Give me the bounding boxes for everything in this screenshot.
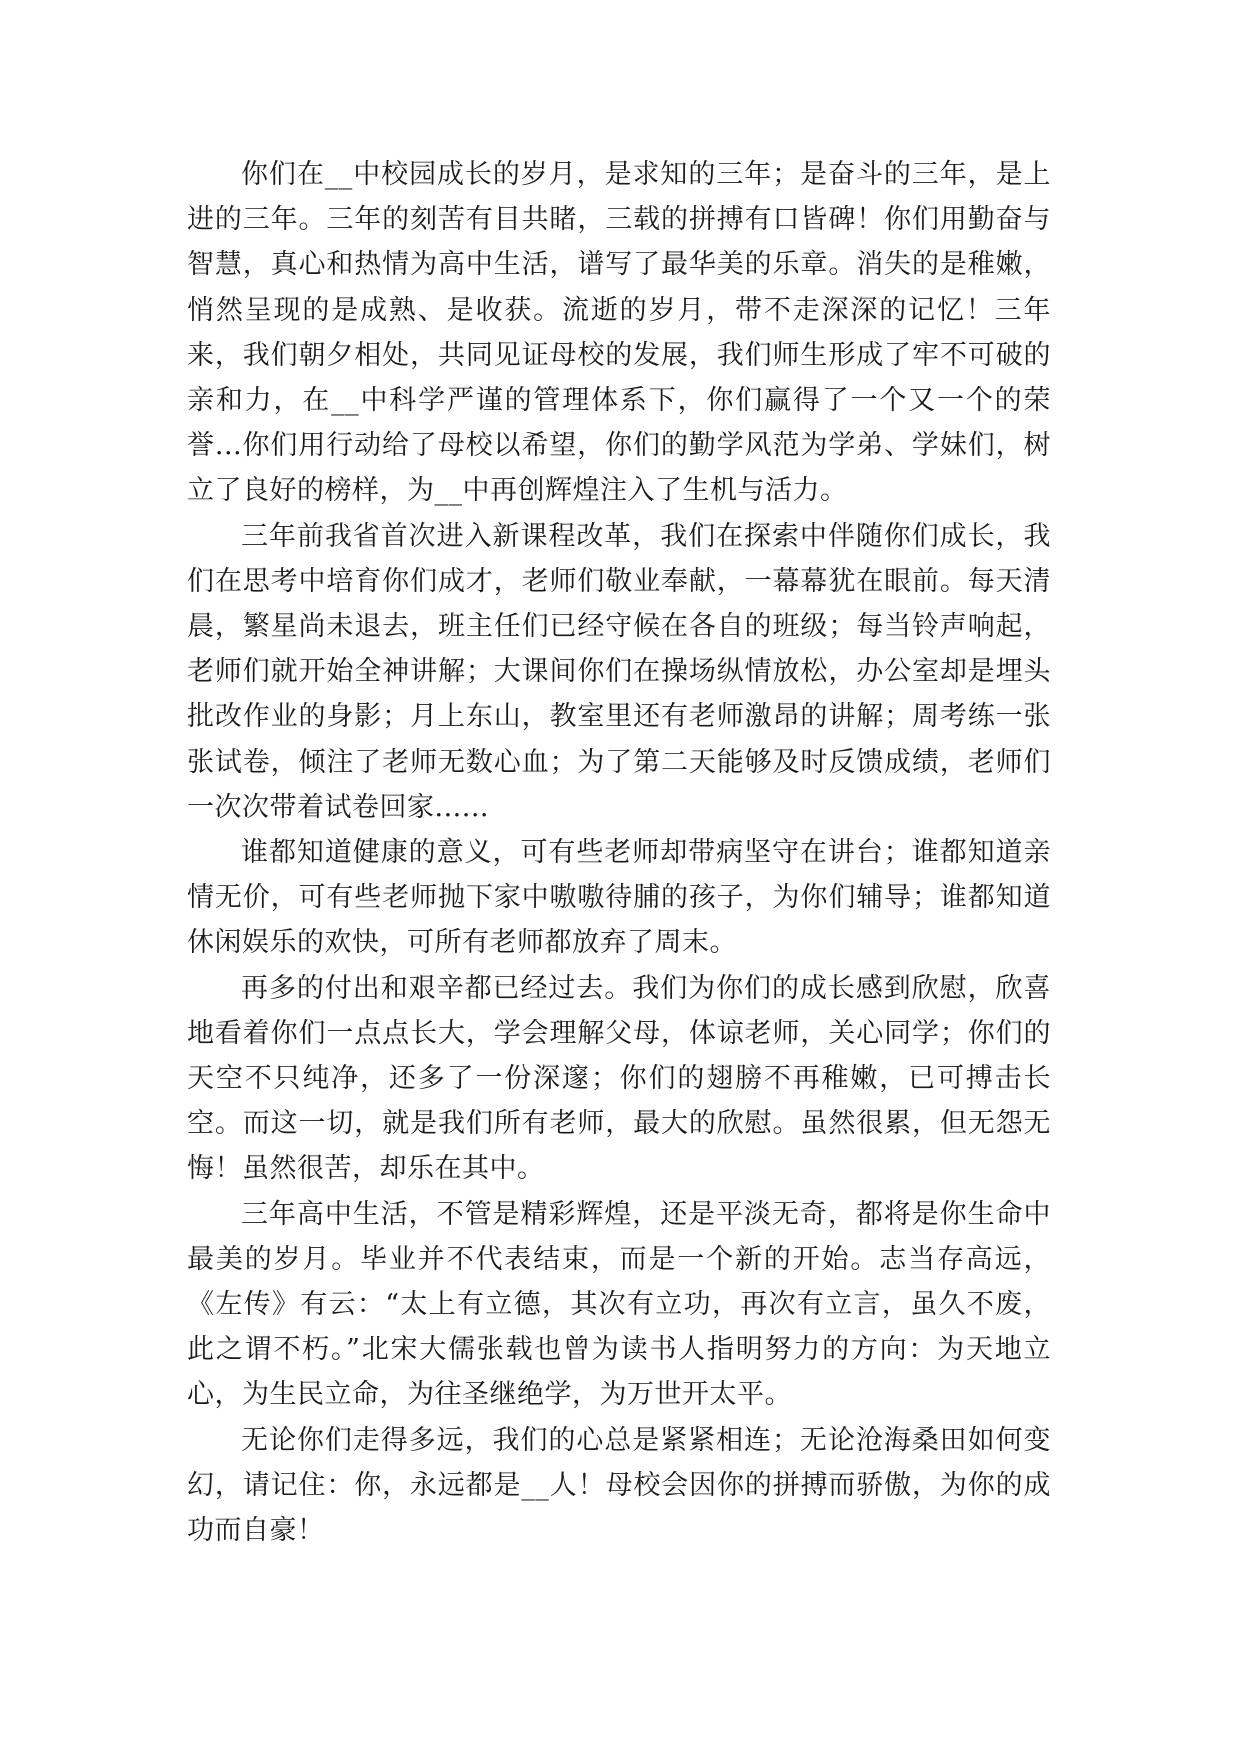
paragraph-4: 再多的付出和艰辛都已经过去。我们为你们的成长感到欣慰，欣喜地看着你们一点点长大，学会理解父母，体谅老师，关心同学；你们的天空不只纯净，还多了一份深邃；你们的翅膀不再稚嫩，已可搏击长空。而这一切，就是我们所有老师，最大的欣慰。虽然很累，但无怨无悔！虽然很苦，却乐在其中。 (187, 972, 1051, 1185)
paragraph-1: 你们在__中校园成长的岁月，是求知的三年；是奋斗的三年，是上进的三年。三年的刻苦有目共睹，三载的拼搏有口皆碑！你们用勤奋与智慧，真心和热情为高中生活，谱写了最华美的乐章。消失的是稚嫩，悄然呈现的是成熟、是收获。流逝的岁月，带不走深深的记忆！三年来，我们朝夕相处，共同见证母校的发展，我们师生形成了牢不可破的亲和力，在__中科学严谨的管理体系下，你们赢得了一个又一个的荣誉...你们用行动给了母校以希望，你们的勤学风范为学弟、学妹们，树立了良好的榜样，为__中再创辉煌注入了生机与活力。 (187, 159, 1051, 507)
paragraph-2: 三年前我省首次进入新课程改革，我们在探索中伴随你们成长，我们在思考中培育你们成才，老师们敬业奉献，一幕幕犹在眼前。每天清晨，繁星尚未退去，班主任们已经守候在各自的班级；每当铃声响起，老师们就开始全神讲解；大课间你们在操场纵情放松，办公室却是埋头批改作业的身影；月上东山，教室里还有老师激昂的讲解；周考练一张张试卷，倾注了老师无数心血；为了第二天能够及时反馈成绩，老师们一次次带着试卷回家...... (187, 520, 1051, 823)
document-body (187, 152, 1051, 1553)
paragraph-6: 无论你们走得多远，我们的心总是紧紧相连；无论沧海桑田如何变幻，请记住：你，永远都是__人！母校会因你的拼搏而骄傲，为你的成功而自豪！ (187, 1424, 1051, 1547)
paragraph-3: 谁都知道健康的意义，可有些老师却带病坚守在讲台；谁都知道亲情无价，可有些老师抛下家中嗷嗷待脯的孩子，为你们辅导；谁都知道休闲娱乐的欢快，可所有老师都放弃了周末。 (187, 837, 1051, 959)
paragraph-5: 三年高中生活，不管是精彩辉煌，还是平淡无奇，都将是你生命中最美的岁月。毕业并不代表结束，而是一个新的开始。志当存高远，《左传》有云：“太上有立德，其次有立功，再次有立言，虽久不废，此之谓不朽。”北宋大儒张载也曾为读书人指明努力的方向：为天地立心，为生民立命，为往圣继绝学，为万世开太平。 (187, 1198, 1051, 1411)
